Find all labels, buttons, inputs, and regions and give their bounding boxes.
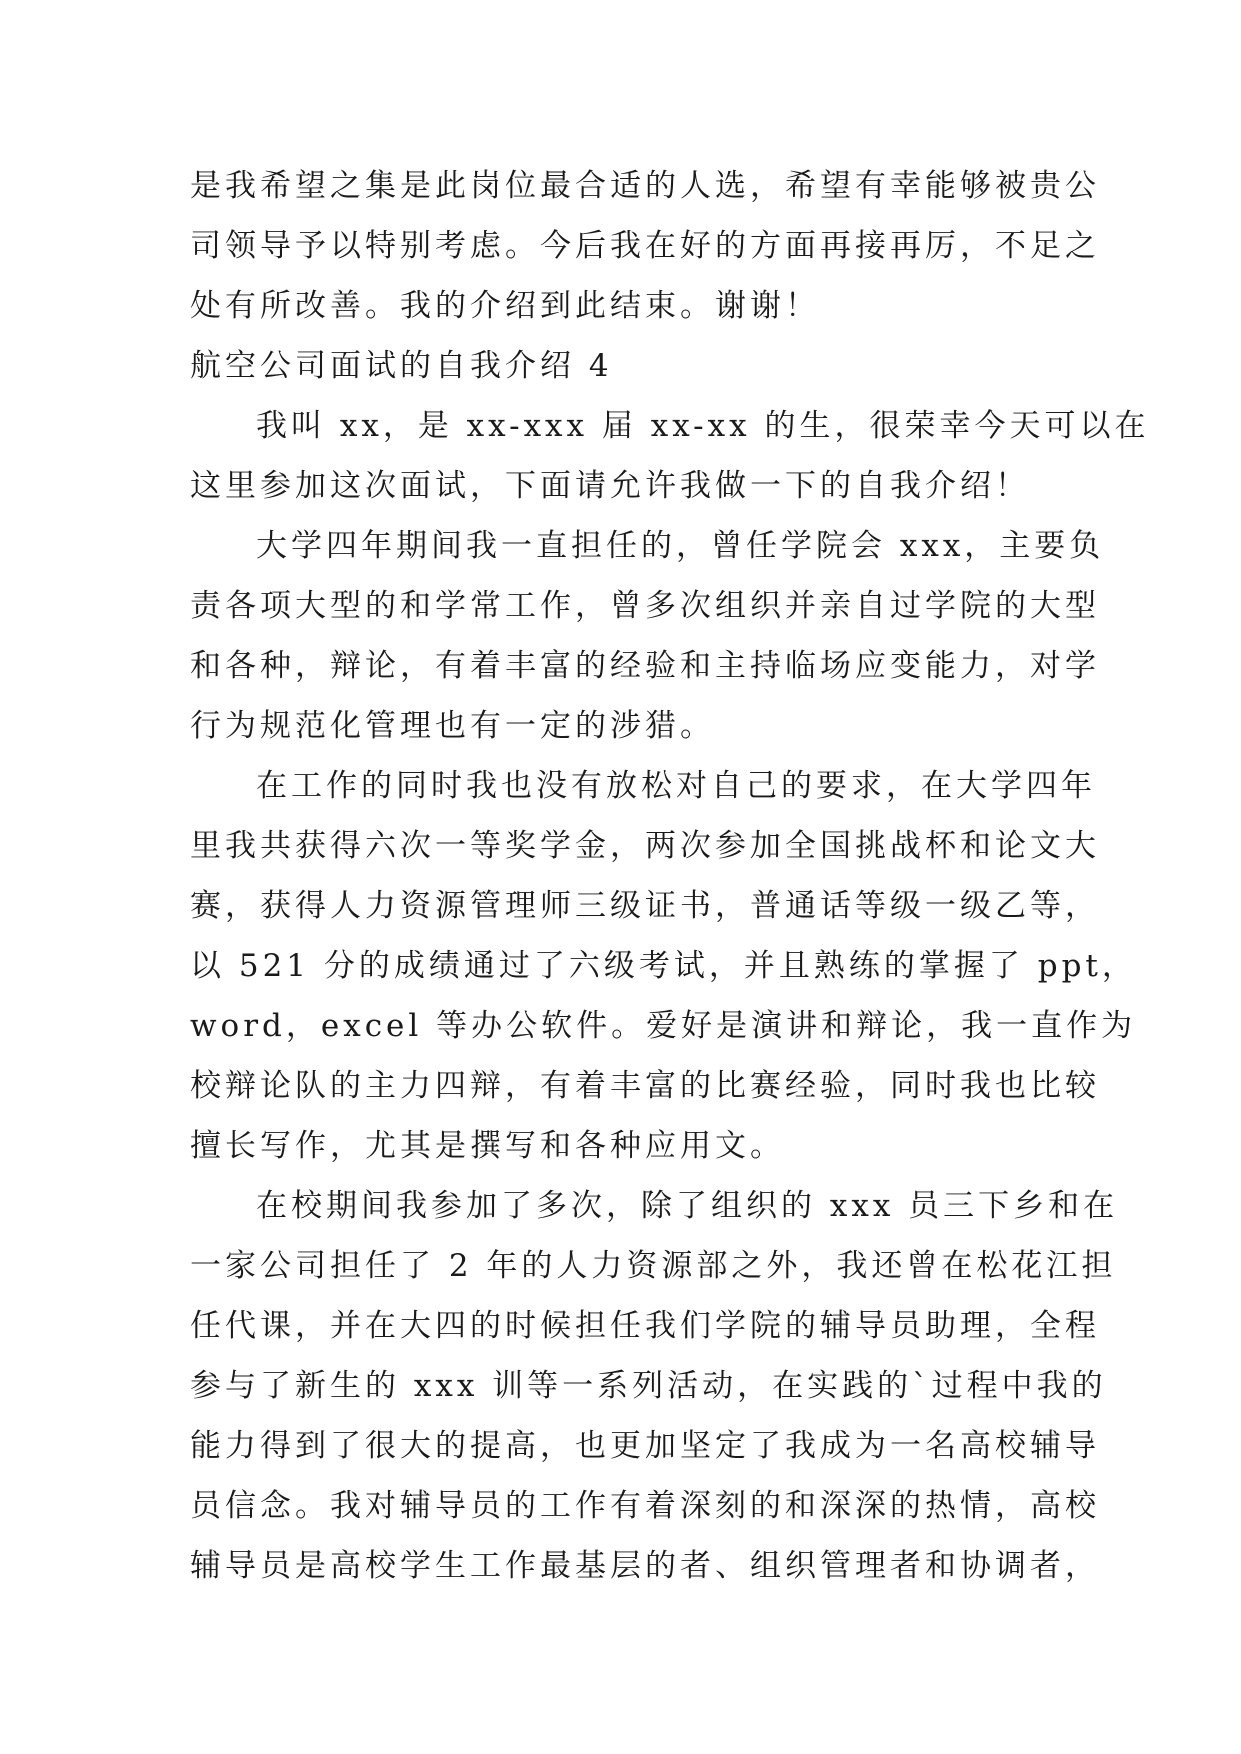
body-line: 这里参加这次面试，下面请允许我做一下的自我介绍！: [190, 468, 1030, 504]
body-line: 能力得到了很大的提高，也更加坚定了我成为一名高校辅导: [190, 1428, 1100, 1464]
paragraph-first-line: 大学四年期间我一直担任的，曾任学院会 xxx，主要负: [256, 528, 1105, 564]
body-line: word，excel 等办公软件。爱好是演讲和辩论，我一直作为: [190, 1008, 1137, 1044]
body-line: 参与了新生的 xxx 训等一系列活动，在实践的`过程中我的: [190, 1368, 1107, 1404]
body-line: 赛，获得人力资源管理师三级证书，普通话等级一级乙等，: [190, 888, 1100, 924]
body-line: 一家公司担任了 2 年的人力资源部之外，我还曾在松花江担: [190, 1248, 1117, 1284]
paragraph-first-line: 在工作的同时我也没有放松对自己的要求，在大学四年: [256, 768, 1096, 804]
body-line: 责各项大型的和学常工作，曾多次组织并亲自过学院的大型: [190, 588, 1100, 624]
body-line: 员信念。我对辅导员的工作有着深刻的和深深的热情，高校: [190, 1488, 1100, 1524]
body-line: 擅长写作，尤其是撰写和各种应用文。: [190, 1128, 785, 1164]
body-line: 以 521 分的成绩通过了六级考试，并且熟练的掌握了 ppt，: [190, 948, 1137, 984]
body-line: 是我希望之集是此岗位最合适的人选，希望有幸能够被贵公: [190, 168, 1100, 204]
body-line: 处有所改善。我的介绍到此结束。谢谢！: [190, 288, 820, 324]
body-line: 辅导员是高校学生工作最基层的者、组织管理者和协调者，: [190, 1548, 1100, 1584]
body-line: 行为规范化管理也有一定的涉猎。: [190, 708, 715, 744]
body-line: 和各种，辩论，有着丰富的经验和主持临场应变能力，对学: [190, 648, 1100, 684]
body-line: 任代课，并在大四的时候担任我们学院的辅导员助理，全程: [190, 1308, 1100, 1344]
paragraph-first-line: 在校期间我参加了多次，除了组织的 xxx 员三下乡和在: [256, 1188, 1119, 1224]
body-line: 里我共获得六次一等奖学金，两次参加全国挑战杯和论文大: [190, 828, 1100, 864]
body-line: 司领导予以特别考虑。今后我在好的方面再接再厉，不足之: [190, 228, 1100, 264]
document-body: [190, 156, 1150, 1596]
section-heading: 航空公司面试的自我介绍 4: [190, 348, 613, 384]
paragraph-first-line: 我叫 xx，是 xx-xxx 届 xx-xx 的生，很荣幸今天可以在: [256, 408, 1150, 444]
body-line: 校辩论队的主力四辩，有着丰富的比赛经验，同时我也比较: [190, 1068, 1100, 1104]
